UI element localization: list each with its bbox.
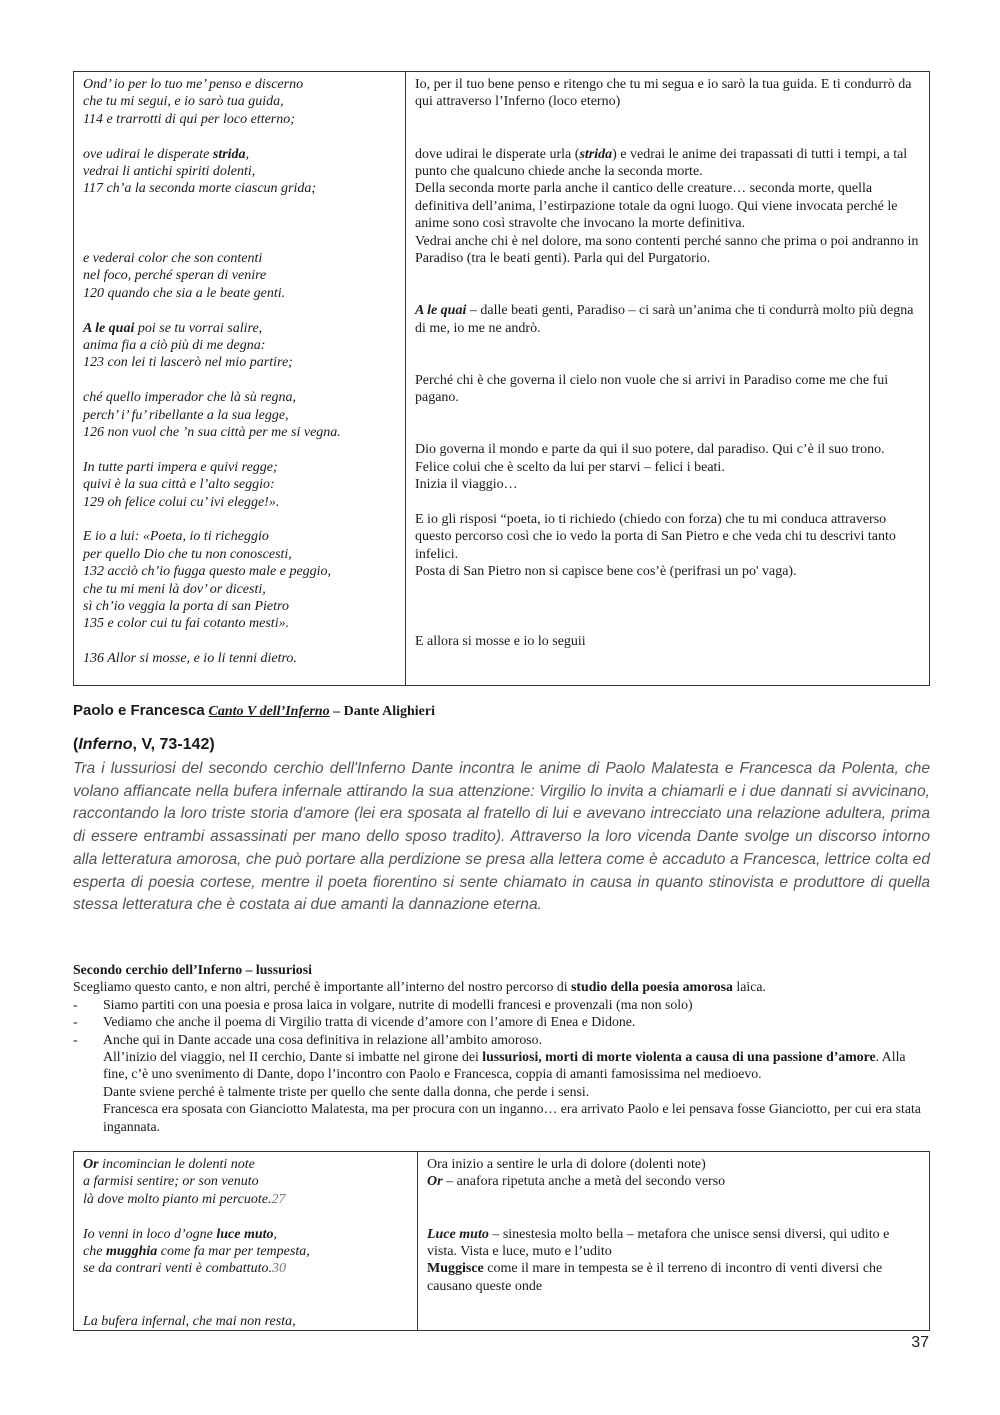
verse-table-canto-v	[73, 1151, 930, 1331]
notes-paragraph: Francesca era sposata con Gianciotto Malatesta, ma per procura con un inganno… era arrivato Paolo e lei pensava fosse Gianciotto, per cui era stata ingannata.	[103, 1101, 921, 1134]
verse-line: 129 oh felice colui cu’ ivi elegge!».	[83, 494, 280, 510]
verse-line: nel foco, perché speran di venire	[83, 268, 267, 284]
verse-line: In tutte parti impera e quivi regge;	[83, 459, 278, 475]
stanza	[83, 459, 397, 511]
gloss-column	[418, 1152, 930, 1331]
verse-line: 126 non vuol che ’n sua città per me si vegna.	[83, 425, 341, 441]
list-item: - Vediamo che anche il poema di Virgilio tratta di vicende d’amore con l’amore di Enea e Didone.	[73, 1014, 636, 1030]
gloss: E io gli risposi “poeta, io ti richiedo (chiedo con forza) che tu mi conduca attraverso questo percorso così che io vedo la porta di San Pietro e che veda chi tu descrivi tanto infelici. Posta di San Pietro non si capisce bene cos’è (perifrasi un po' vaga).	[415, 512, 896, 580]
table-row	[74, 1152, 930, 1331]
notes-heading: Secondo cerchio dell’Inferno – lussuriosi	[73, 962, 312, 977]
stanza	[83, 1313, 409, 1330]
verse-column	[74, 72, 406, 686]
gloss: Dio governa il mondo e parte da qui il suo potere, dal paradiso. Qui c’è il suo trono. Felice colui che è scelto da lui per starvi – felici i beati. Inizia il viaggio…	[415, 442, 885, 493]
verse-line: ove udirai le disperate strida,	[83, 146, 250, 162]
verse-line: che tu mi segui, e io sarò tua guida,	[83, 94, 284, 110]
notes-intro: Scegliamo questo canto, e non altri, perché è importante all’interno del nostro percorso di studio della poesia amorosa laica.	[73, 979, 766, 995]
gloss: E allora si mosse e io lo seguii	[415, 633, 586, 649]
stanza	[83, 146, 397, 233]
gloss: Perché chi è che governa il cielo non vuole che si arrivi in Paradiso come me che fui pagano.	[415, 372, 889, 406]
verse-line: e vederai color che son contenti	[83, 251, 263, 266]
stanza	[83, 76, 397, 128]
notes-paragraph: Dante sviene perché è talmente triste per quello che sente dalla donna, che perde i sensi.	[103, 1083, 590, 1099]
table-row	[74, 72, 930, 686]
verse-line: Or incomincian le dolenti note	[83, 1157, 255, 1172]
verse-line: A le quai poi se tu vorrai salire,	[83, 320, 263, 336]
author: – Dante Alighieri	[329, 704, 435, 719]
verse-line: anima fia a ciò più di me degna:	[83, 338, 266, 354]
notes-paragraph: All’inizio del viaggio, nel II cerchio, Dante si imbatte nel girone dei lussuriosi, morti di morte violenta a causa di una passione d’amore. Alla fine, c’è uno svenimento di Dante, dopo l’incontro con Paolo e Francesca, coppia di amanti famosissima nel medioevo.	[103, 1049, 906, 1082]
intro-paragraph: Tra i lussuriosi del secondo cerchio dell'Inferno Dante incontra le anime di Paolo Malatesta e Francesca da Polenta, che volano affiancate nella bufera infernale attirando la sua attenzione: Virgilio lo invita a chiamarli e i due dannati si avvicinano, raccontando la loro triste storia d'amore (lei era sposata al fratello di lui e avevano intrecciato una relazione adultera, prima di essere entrambi assassinati per mano dello sposo tradito). Attraverso la loro vicenda Dante svolge un discorso intorno alla letteratura amorosa, che può portare alla perdizione se presa alla lettera come è accaduto a Francesca, lettrice colta ed esperta di poesia cortese, mentre il poeta fiorentino si sente chiamato in causa in quanto stinovista e produttore di quella stessa letteratura che è costata ai due amanti la dannazione eterna.	[73, 760, 930, 914]
verse-line: E io a lui: «Poeta, io ti richeggio	[83, 529, 269, 545]
stanza	[83, 528, 397, 632]
stanza	[83, 320, 397, 372]
verse-line: che mugghia come fa mar per tempesta,	[83, 1244, 310, 1260]
stanza	[83, 250, 397, 302]
list-item: - Anche qui in Dante accade una cosa definitiva in relazione all’ambito amoroso.	[73, 1031, 543, 1047]
verse-line: Ond’ io per lo tuo me’ penso e discerno	[83, 77, 304, 92]
gloss: dove udirai le disperate urla (strida) e vedrai le anime dei trapassati di tutti i tempi, a tal punto che qualcuno chiede anche la seconda morte. Della seconda morte parla anche il cantico delle creature… seconda morte, quella definitiva dell’anima, l’estirpazione totale da ogni luogo. Qui viene invocata perché le anime sono così stravolte che invocano la morte definitiva.	[415, 146, 908, 232]
verse-line: perch’ i’ fu’ ribellante a la sua legge,	[83, 407, 289, 423]
gloss: Io, per il tuo bene penso e ritengo che tu mi segua e io sarò la tua guida. E ti condurrò da qui attraverso l’Inferno (loco eterno)	[415, 77, 912, 110]
verse-line: 132 acciò ch’io fugga questo male e peggio,	[83, 564, 332, 580]
section-title-main: Paolo e Francesca	[73, 702, 205, 719]
gloss: Vedrai anche chi è nel dolore, ma sono contenti perché sanno che prima o poi andranno in Paradiso (tra le beati genti). Parla qui del Purgatorio.	[415, 233, 919, 267]
verse-line: là dove molto pianto mi percuote.27	[83, 1191, 286, 1207]
section-title	[73, 702, 435, 720]
verse-line: La bufera infernal, che mai non resta,	[83, 1313, 296, 1329]
gloss-column	[406, 72, 930, 686]
stanza	[83, 389, 397, 441]
notes-block	[73, 961, 930, 1135]
verse-line: Io venni in loco d’ogne luce muto,	[83, 1226, 278, 1242]
stanza	[83, 1226, 409, 1313]
verse-line: che tu mi meni là dov’ or dicesti,	[83, 581, 266, 597]
verse-line: ché quello imperador che là sù regna,	[83, 390, 296, 406]
verse-line: quivi è la sua città e l’alto seggio:	[83, 477, 275, 493]
gloss: Ora inizio a sentire le urla di dolore (dolenti note) Or – anafora ripetuta anche a metà del secondo verso	[427, 1157, 726, 1190]
verse-line: 117 ch’a la seconda morte ciascun grida;	[83, 181, 317, 197]
verse-line: 114 e trarrotti di qui per loco etterno;	[83, 111, 295, 127]
verse-line: per quello Dio che tu non conoscesti,	[83, 546, 292, 562]
gloss: Luce muto – sinestesia molto bella – metafora che unisce sensi diversi, qui udito e vista. Vista e luce, muto e l’udito Muggisce come il mare in tempesta se è il terreno di incontro di venti diversi che causano queste onde	[427, 1226, 890, 1294]
verse-line: 123 con lei ti lascerò nel mio partire;	[83, 355, 293, 371]
stanza	[83, 1156, 409, 1208]
verse-column	[74, 1152, 418, 1331]
canto-reference: Canto V dell’Inferno	[208, 704, 330, 719]
page-number: 37	[911, 1334, 929, 1351]
verse-line: se da contrari venti è combattuto.30	[83, 1261, 286, 1277]
gloss: A le quai – dalle beati genti, Paradiso – ci sarà un’anima che ti condurrà molto più degna di me, io me ne andrò.	[415, 303, 914, 336]
verse-line: vedrai li antichi spiriti dolenti,	[83, 164, 256, 180]
list-item: - Siamo partiti con una poesia e prosa laica in volgare, nutrite di modelli francesi e provenzali (ma non solo)	[73, 996, 693, 1012]
verse-table-canto-i	[73, 71, 930, 686]
stanza	[83, 650, 397, 667]
verse-line: 120 quando che sia a le beate genti.	[83, 285, 286, 301]
verse-line: 135 e color cui tu fai cotanto mesti».	[83, 616, 290, 632]
passage-reference: (Inferno, V, 73-142)	[73, 736, 215, 753]
verse-line: a farmisi sentire; or son venuto	[83, 1174, 259, 1190]
verse-line: 136 Allor si mosse, e io li tenni dietro.	[83, 651, 297, 667]
verse-line: sì ch’io veggia la porta di san Pietro	[83, 599, 289, 615]
